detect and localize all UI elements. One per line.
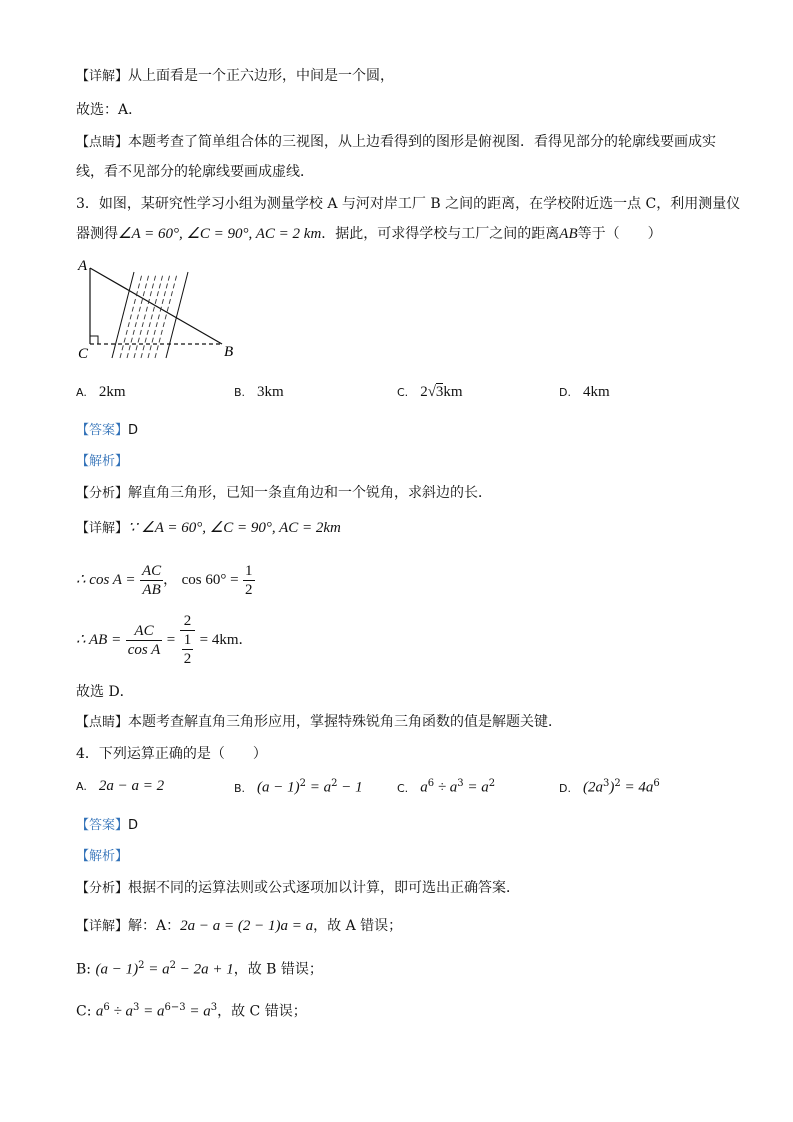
ab-result: = 4km [199,632,239,648]
option-value: ) [609,779,615,796]
frac-num: 2 [180,612,196,631]
equals: = [166,632,176,648]
radicand: 3 [435,384,444,400]
q3-choose [76,682,134,702]
b-pre: B: [76,961,92,978]
q3-option-d[interactable] [559,384,610,401]
exponent: 6 [103,1002,110,1013]
answer-tag: 【答案】 [76,423,129,438]
exponent: 2 [614,778,621,789]
frac-num: AC [126,622,163,641]
dianjing-text: 本题考查了简单组合体的三视图，从上边看得到的图形是俯视图．看得见部分的轮廓线要画成实 [128,134,717,150]
q4-option-b[interactable] [234,778,363,797]
option-label: D. [559,386,571,399]
fenxi-tag: 【分析】 [76,881,129,896]
q3-figure [72,252,242,364]
dianjing-tag: 【点睛】 [76,135,129,150]
option-value: a [420,779,428,796]
dianjing-continued [76,162,314,182]
q3-ab: AB [559,226,578,242]
exponent: 2 [299,778,307,789]
exponent: 2 [169,960,176,971]
label-a: A [78,258,88,274]
option-value: = a [306,779,332,796]
choose-line [76,100,142,120]
q3-option-b[interactable] [234,384,284,401]
dianjing-text-2: 线，看不见部分的轮廓线要画成虚线． [76,164,314,180]
b-post: ，故 B 错误； [233,961,323,978]
q4-analysis-heading [76,846,128,867]
option-label: C. [397,781,409,795]
b-math: − 2a + 1 [175,961,234,978]
period: ． [238,632,253,648]
q3-answer [76,420,138,441]
answer-tag: 【答案】 [76,818,129,833]
fraction-half [243,562,255,599]
detail-tag: 【详解】 [76,919,129,934]
dianjing-tag: 【点睛】 [76,715,129,730]
frac-den [180,631,196,668]
q3-stem-line2 [76,224,662,244]
frac-den: AB [142,581,161,598]
q3-analysis-heading [76,451,128,472]
q3-cos-line [76,560,255,600]
q3-stem-end: 等于（ ） [577,226,662,242]
exponent: 3 [210,1002,218,1013]
q4-stem [76,744,267,764]
fenxi-tag: 【分析】 [76,486,129,501]
fraction-complex [180,612,196,668]
q3-ab-line [76,612,253,668]
side-ab [90,268,222,344]
fenxi-text: 根据不同的运算法则或公式逐项加以计算，即可选出正确答案． [128,880,521,896]
detail-tag: 【详解】 [76,521,129,536]
q4-detail-c [76,998,307,1022]
river-bank-right [166,272,188,358]
q4-detail-a [76,916,402,937]
detail-post: ，故 A 错误； [313,918,403,934]
option-value: (2a [582,779,603,796]
option-value: 2 [420,384,428,400]
option-value: (a − 1) [257,779,300,796]
exponent: 2 [138,960,145,971]
q4-option-c[interactable] [397,778,495,797]
cos60-lhs: cos 60° = [181,572,239,588]
q4-option-a[interactable] [76,778,164,795]
cos-lhs: ∴ cos A = [76,572,136,588]
c-math: ÷ a [109,1003,133,1020]
exponent: 3 [133,1002,140,1013]
detail-paragraph [76,66,394,87]
q3-stem-pre: 器测得 [76,226,118,242]
fenxi-text: 解直角三角形，已知一条直角边和一个锐角，求斜边的长． [128,485,493,501]
q4-answer [76,815,138,836]
fraction-ac-cosa [126,622,163,659]
q3-option-a[interactable] [76,384,126,401]
dianjing-paragraph [76,132,716,153]
frac-den: cos A [127,641,161,658]
q4-stem-text: 4．下列运算正确的是（ ） [76,746,267,762]
fraction-ac-ab [140,562,163,599]
exponent: 6 [653,778,660,789]
option-label: A. [76,386,87,399]
b-math: (a − 1) [95,961,139,978]
c-pre: C: [76,1003,92,1020]
river-bank-left [112,272,134,358]
q3-fenxi [76,483,492,504]
option-value: 2a − a = 2 [98,778,165,794]
c-math: a [95,1003,104,1020]
analysis-tag: 【解析】 [76,454,129,469]
exponent: 6−3 [164,1002,186,1013]
b-math: = a [144,961,170,978]
exponent: 6 [427,778,435,789]
option-label: B. [234,386,246,399]
detail-math: 2a − a = (2 − 1)a = a [180,918,314,934]
river-hatching [120,274,177,358]
c-math: = a [185,1003,211,1020]
q3-stem-line1 [76,194,740,214]
detail-tag: 【详解】 [76,69,129,84]
inner-fraction [182,631,194,668]
option-value: 4km [582,384,610,400]
q3-stem-text: 3．如图，某研究性学习小组为测量学校 A 与河对岸工厂 B 之间的距离，在学校附近选一点 C，利用测量仪 [76,196,741,212]
separator: ， [163,572,178,588]
option-label: C. [397,386,409,399]
frac-den: 2 [245,581,253,598]
detail-math: ∵ ∠A = 60°, ∠C = 90°, AC = 2km [128,520,341,536]
label-c: C [78,346,89,362]
option-value: − 1 [337,779,363,796]
c-post: ，故 C 错误； [217,1003,307,1020]
exponent: 3 [457,778,464,789]
exponent: 3 [602,778,610,789]
exponent: 2 [488,778,496,789]
detail-text: 从上面看是一个正六边形，中间是一个圆， [128,68,395,84]
option-value: = a [463,779,489,796]
option-value: 2km [98,384,126,400]
option-label: D. [559,781,571,795]
q4-detail-b [76,956,323,980]
q4-fenxi [76,878,520,899]
frac-num: 1 [183,632,192,648]
answer-value: D [128,818,139,833]
option-label: B. [234,781,246,795]
answer-value: D [128,423,139,438]
analysis-tag: 【解析】 [76,849,129,864]
option-value: 3km [257,384,284,400]
frac-num: AC [141,562,162,579]
option-label: A. [76,780,87,793]
detail-pre: 解：A： [128,918,181,934]
ab-lhs: ∴ AB = [76,632,122,648]
q3-detail [76,518,341,539]
choose-text: 故选 D． [76,684,134,700]
frac-num: 1 [245,562,253,579]
option-value: = 4a [620,779,654,796]
q3-stem-post: ．据此，可求得学校与工厂之间的距离 [321,226,560,242]
q3-dianjing [76,712,562,733]
right-angle-mark [90,336,98,344]
q3-given-math: ∠A = 60°, ∠C = 90°, AC = 2 km [118,226,322,242]
exponent: 2 [331,778,338,789]
frac-den: 2 [183,651,192,667]
option-value: ÷ a [434,779,458,796]
label-b: B [224,344,234,360]
dianjing-text: 本题考查解直角三角形应用，掌握特殊锐角三角函数的值是解题关键． [128,714,563,730]
sqrt-sign: √ [427,384,436,400]
q4-option-d[interactable] [559,778,660,797]
q3-option-c[interactable] [397,384,463,401]
option-unit: km [443,384,463,400]
c-math: = a [139,1003,165,1020]
choose-text: 故选：A． [76,102,143,118]
